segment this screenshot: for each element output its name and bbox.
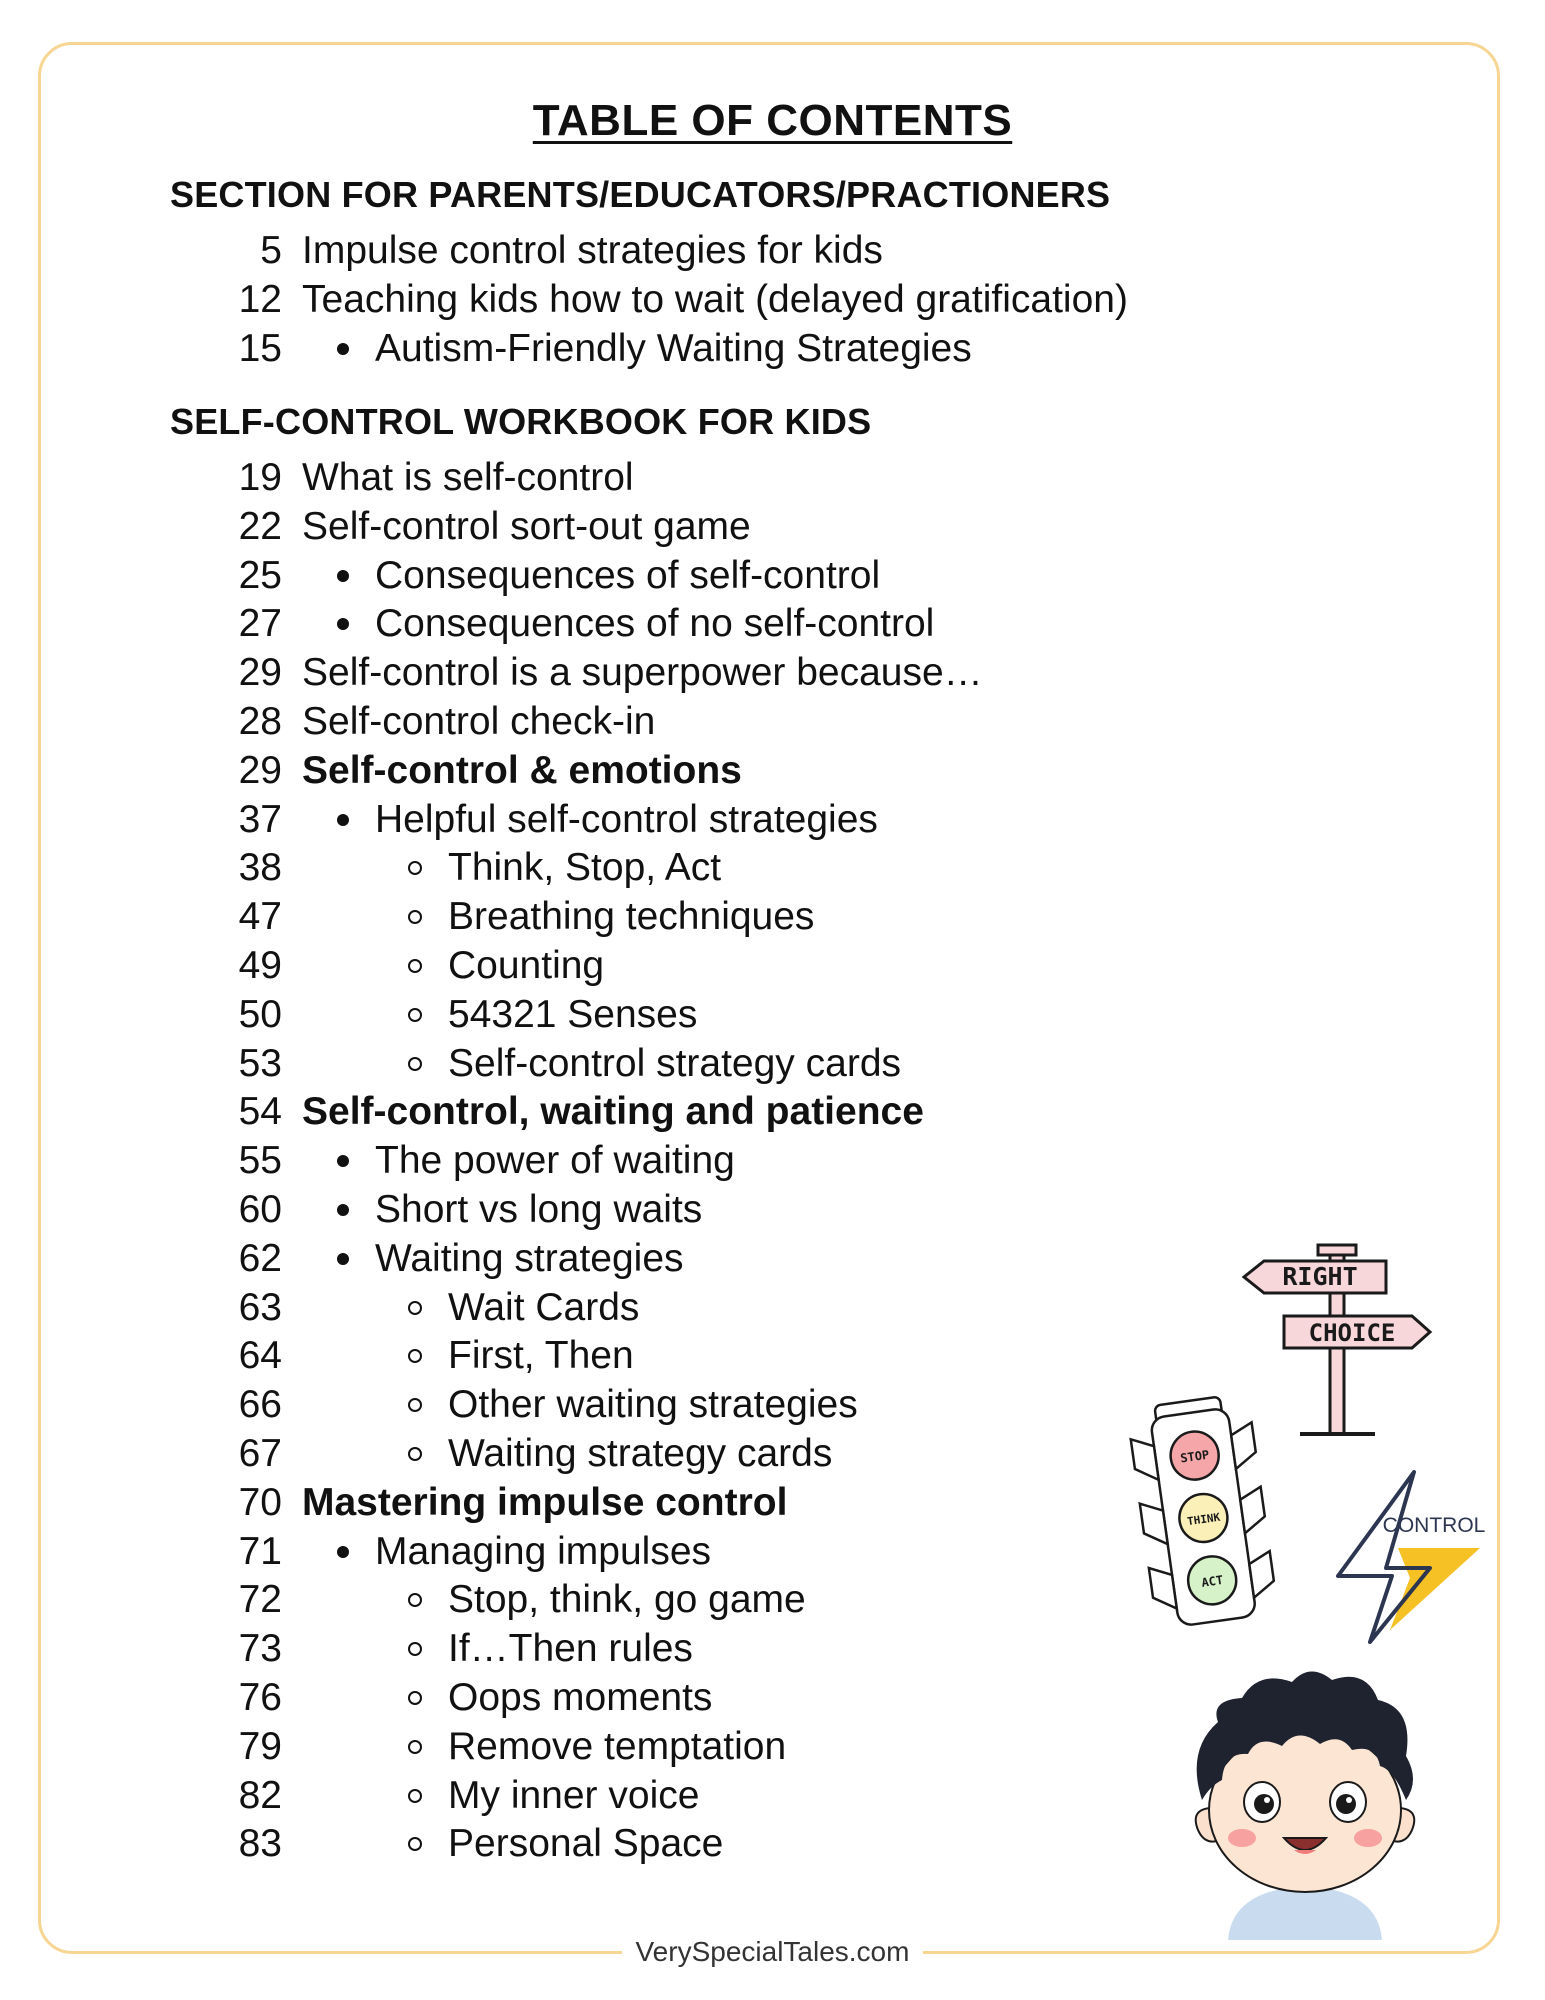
section-heading: SELF-CONTROL WORKBOOK FOR KIDS bbox=[170, 401, 872, 442]
page-number: 63 bbox=[238, 1285, 282, 1329]
page-number: 64 bbox=[238, 1334, 282, 1378]
page-number: 47 bbox=[238, 895, 282, 939]
entry-title: Counting bbox=[448, 944, 605, 987]
entry-title: Wait Cards bbox=[448, 1285, 640, 1329]
traffic-light-illustration bbox=[1128, 1390, 1278, 1640]
entry-title: Consequences of self-control bbox=[375, 553, 881, 597]
page-number: 50 bbox=[238, 992, 282, 1036]
entry-title: Think, Stop, Act bbox=[448, 846, 722, 890]
entry-title: What is self-control bbox=[302, 456, 634, 499]
bullet-icon bbox=[337, 1546, 349, 1558]
page-number: 73 bbox=[238, 1627, 282, 1671]
bullet-icon bbox=[337, 1204, 349, 1216]
entry-title: Teaching kids how to wait (delayed gratification) bbox=[302, 277, 1128, 321]
page-number: 55 bbox=[238, 1139, 282, 1183]
page-number: 29 bbox=[238, 651, 282, 695]
hollow-bullet-icon bbox=[408, 1447, 422, 1461]
page-number: 12 bbox=[238, 277, 282, 321]
entry-title: Oops moments bbox=[448, 1676, 713, 1719]
page-number: 82 bbox=[238, 1773, 282, 1817]
traffic-light-act-label: ACT bbox=[1200, 1572, 1225, 1590]
page-number: 71 bbox=[238, 1529, 282, 1573]
entry-title: Managing impulses bbox=[375, 1529, 712, 1573]
entry-title: First, Then bbox=[448, 1334, 634, 1378]
page-number: 66 bbox=[238, 1383, 282, 1427]
page-number: 38 bbox=[238, 846, 282, 890]
entry-title: Breathing techniques bbox=[448, 895, 815, 939]
entry-title: Mastering impulse control bbox=[302, 1480, 788, 1524]
boy-illustration bbox=[1180, 1660, 1430, 1940]
page-number: 27 bbox=[238, 602, 282, 646]
entry-title: Stop, think, go game bbox=[448, 1578, 806, 1622]
entry-title: 54321 Senses bbox=[448, 992, 698, 1036]
bullet-icon bbox=[337, 570, 349, 582]
page-number: 83 bbox=[238, 1822, 282, 1866]
page-number: 54 bbox=[238, 1090, 282, 1134]
entry-title: Remove temptation bbox=[448, 1724, 787, 1768]
page-title: TABLE OF CONTENTS bbox=[532, 96, 1013, 145]
bullet-icon bbox=[337, 343, 349, 355]
page-number: 79 bbox=[238, 1724, 282, 1768]
page-number: 70 bbox=[238, 1480, 282, 1524]
hollow-bullet-icon bbox=[408, 1008, 422, 1022]
page-number: 29 bbox=[238, 748, 282, 792]
hollow-bullet-icon bbox=[408, 959, 422, 973]
lightning-bolt-illustration bbox=[1330, 1460, 1490, 1650]
entry-title: My inner voice bbox=[448, 1773, 700, 1817]
signpost-right-label: RIGHT bbox=[1282, 1262, 1358, 1291]
entry-title: Self-control is a superpower because… bbox=[302, 651, 983, 695]
entry-title: Short vs long waits bbox=[375, 1188, 703, 1231]
entry-title: Self-control, waiting and patience bbox=[302, 1090, 924, 1134]
entry-title: Self-control & emotions bbox=[302, 748, 742, 792]
footer-text: VerySpecialTales.com bbox=[622, 1936, 924, 1968]
entry-title: Helpful self-control strategies bbox=[375, 797, 878, 841]
entry-title: Waiting strategy cards bbox=[448, 1432, 833, 1475]
page-number: 72 bbox=[238, 1578, 282, 1622]
section-heading: SECTION FOR PARENTS/EDUCATORS/PRACTIONERS bbox=[170, 174, 1111, 215]
traffic-light-think-label: THINK bbox=[1186, 1510, 1221, 1529]
bullet-icon bbox=[337, 814, 349, 826]
entry-title: Waiting strategies bbox=[375, 1236, 684, 1280]
page-number: 76 bbox=[238, 1676, 282, 1719]
entry-title: Personal Space bbox=[448, 1822, 724, 1866]
entry-title: If…Then rules bbox=[448, 1627, 693, 1671]
entry-title: Other waiting strategies bbox=[448, 1383, 858, 1427]
hollow-bullet-icon bbox=[408, 1057, 422, 1071]
entry-title: Self-control check-in bbox=[302, 700, 656, 743]
page-number: 5 bbox=[260, 229, 282, 272]
bullet-icon bbox=[337, 1253, 349, 1265]
page-number: 37 bbox=[238, 797, 282, 841]
hollow-bullet-icon bbox=[408, 1691, 422, 1705]
hollow-bullet-icon bbox=[408, 1740, 422, 1754]
entry-title: Self-control strategy cards bbox=[448, 1041, 902, 1085]
page-number: 25 bbox=[238, 553, 282, 597]
entry-title: Self-control sort-out game bbox=[302, 504, 751, 548]
page-number: 62 bbox=[238, 1236, 282, 1280]
entry-title: Autism-Friendly Waiting Strategies bbox=[375, 326, 972, 370]
hollow-bullet-icon bbox=[408, 1301, 422, 1315]
page-number: 60 bbox=[238, 1188, 282, 1231]
page-number: 28 bbox=[238, 700, 282, 743]
page-number: 15 bbox=[238, 326, 282, 370]
footer-website bbox=[0, 1936, 1545, 1968]
page-number: 49 bbox=[238, 944, 282, 987]
entry-title: Impulse control strategies for kids bbox=[302, 229, 883, 272]
entry-title: The power of waiting bbox=[375, 1139, 735, 1183]
page-number: 67 bbox=[238, 1432, 282, 1475]
entry-title: Consequences of no self-control bbox=[375, 602, 935, 646]
traffic-light-stop-label: STOP bbox=[1179, 1447, 1211, 1466]
signpost-choice-label: CHOICE bbox=[1308, 1319, 1396, 1347]
page-number: 22 bbox=[238, 504, 282, 548]
hollow-bullet-icon bbox=[408, 1789, 422, 1803]
page-number: 53 bbox=[238, 1041, 282, 1085]
page-number: 19 bbox=[238, 456, 282, 499]
bolt-control-label: CONTROL bbox=[1382, 1514, 1486, 1537]
